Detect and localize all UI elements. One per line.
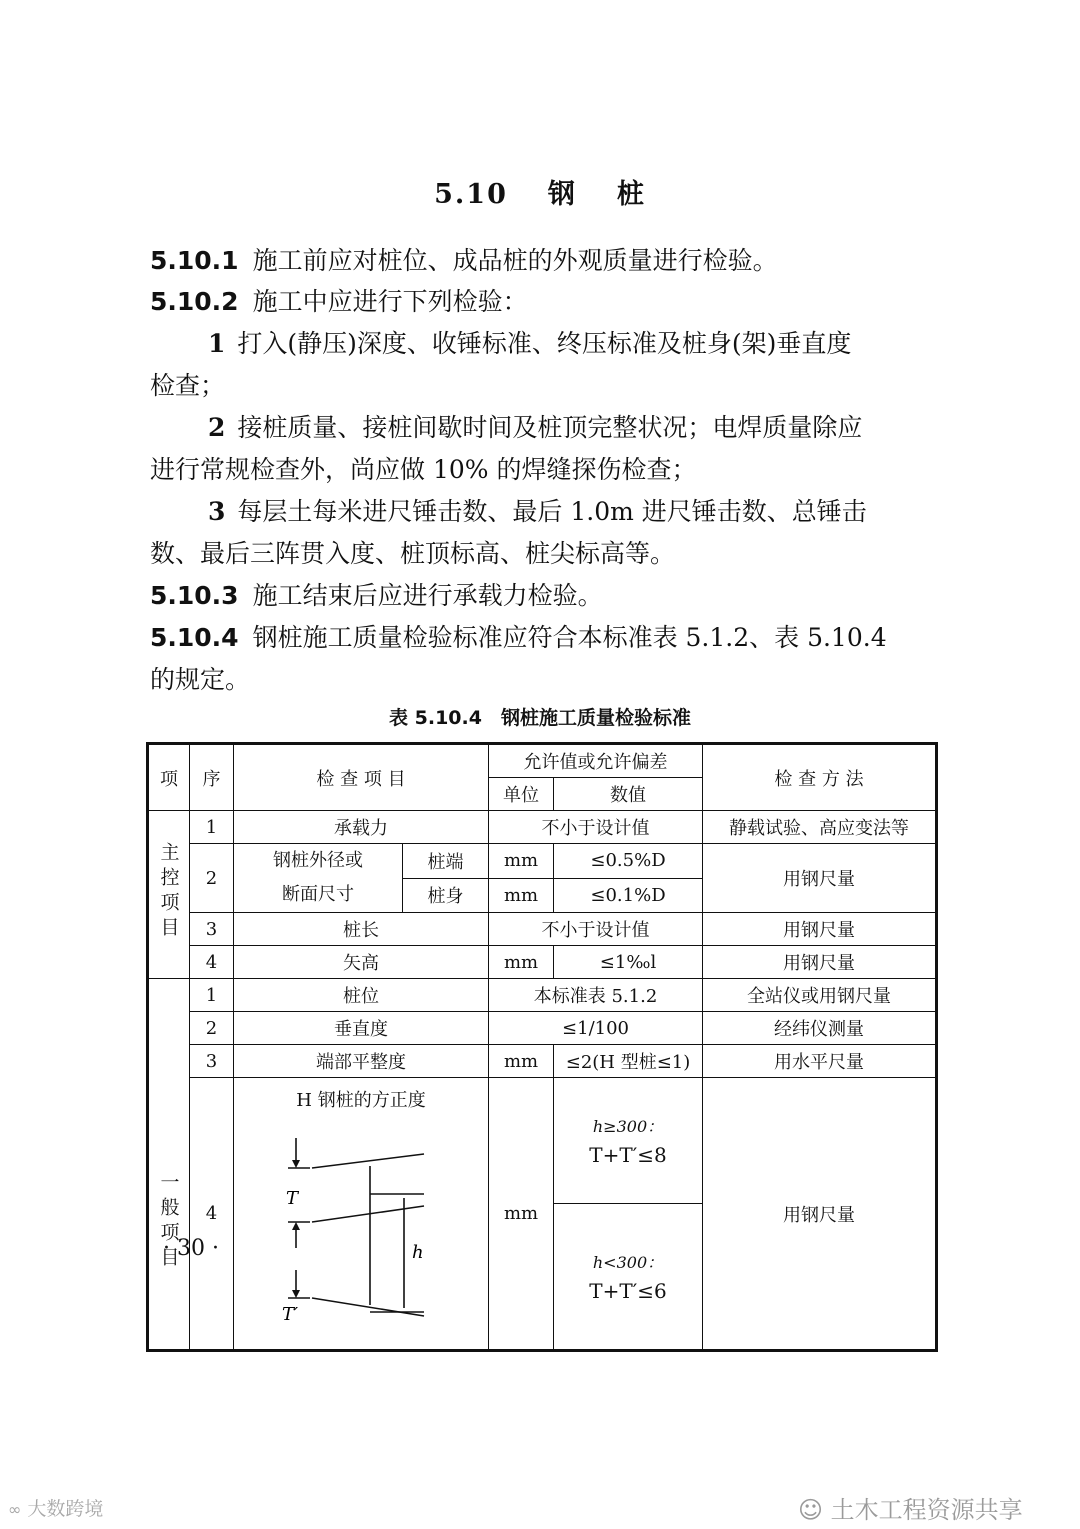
section-title-b: 桩 bbox=[616, 179, 646, 210]
clause-text: 施工结束后应进行承载力检验。 bbox=[252, 581, 603, 610]
table-row: 4 矢高 mm ≤1‰l 用钢尺量 bbox=[148, 946, 937, 979]
item-continuation: 进行常规检查外，尚应做 10% 的焊缝探伤检查； bbox=[150, 455, 697, 484]
table-row: h<300： T+T′≤6 bbox=[148, 1204, 937, 1351]
list-item-1 bbox=[150, 323, 940, 407]
table-row: 一般项目 1 桩位 本标准表 5.1.2 全站仪或用钢尺量 bbox=[148, 979, 937, 1012]
header-seq: 序 bbox=[190, 744, 234, 811]
item-number: 1 bbox=[208, 329, 226, 358]
watermark-right: ☺ 土木工程资源共享 bbox=[798, 1496, 1023, 1524]
category-main: 主控项目 bbox=[148, 811, 190, 979]
label-t: T bbox=[286, 1188, 299, 1209]
table-row: 4 H 钢桩的方正度 T T′ h mm h≥300： T+T′≤8 用钢尺量 bbox=[148, 1078, 937, 1204]
clause-5-10-4 bbox=[150, 617, 940, 701]
wechat-icon: ☺ bbox=[798, 1496, 824, 1524]
clause-number: 5.10.4 bbox=[150, 623, 239, 652]
item-text: 接桩质量、接桩间歇时间及桩顶完整状况；电焊质量除应 bbox=[237, 413, 863, 442]
clause-text: 施工中应进行下列检验： bbox=[252, 287, 528, 316]
table-row: 2 钢桩外径或 断面尺寸 桩端 mm ≤0.5%D 用钢尺量 bbox=[148, 844, 937, 879]
table-row: 2 垂直度 ≤1/100 经纬仪测量 bbox=[148, 1012, 937, 1045]
header-unit: 单位 bbox=[489, 778, 554, 811]
clause-5-10-3 bbox=[150, 575, 940, 617]
squareness-item-label: H 钢桩的方正度 bbox=[296, 1090, 426, 1111]
h-pile-diagram bbox=[274, 1120, 474, 1320]
item-continuation: 检查； bbox=[150, 371, 226, 400]
label-h: h bbox=[412, 1242, 424, 1263]
section-title bbox=[0, 172, 1080, 211]
item-number: 2 bbox=[208, 413, 226, 442]
label-t-prime: T′ bbox=[282, 1304, 299, 1320]
table-row: 3 端部平整度 mm ≤2(H 型桩≤1) 用水平尺量 bbox=[148, 1045, 937, 1078]
clause-5-10-1 bbox=[150, 240, 940, 282]
clause-number: 5.10.3 bbox=[150, 581, 239, 610]
header-category: 项 bbox=[148, 744, 190, 811]
clause-number: 5.10.1 bbox=[150, 246, 239, 275]
category-general: 一般项目 bbox=[148, 979, 190, 1351]
table-caption: 表 5.10.4 钢桩施工质量检验标准 bbox=[389, 707, 691, 729]
header-value: 数值 bbox=[554, 778, 703, 811]
squareness-figure-cell bbox=[234, 1078, 489, 1351]
item-text: 每层土每米进尺锤击数、最后 1.0m 进尺锤击数、总锤击 bbox=[237, 497, 867, 526]
watermark-left: ∞ 大数跨境 bbox=[8, 1498, 104, 1520]
header-method: 检 查 方 法 bbox=[703, 744, 937, 811]
item-text: 打入(静压)深度、收锤标准、终压标准及桩身(架)垂直度 bbox=[237, 329, 852, 358]
clause-text: 钢桩施工质量检验标准应符合本标准表 5.1.2、表 5.10.4 bbox=[252, 623, 887, 652]
link-icon: ∞ bbox=[8, 1500, 22, 1519]
item-continuation: 数、最后三阵贯入度、桩顶标高、桩尖标高等。 bbox=[150, 539, 676, 568]
header-allow: 允许值或允许偏差 bbox=[489, 744, 703, 778]
list-item-2 bbox=[150, 407, 940, 491]
list-item-3 bbox=[150, 491, 940, 575]
clause-continuation: 的规定。 bbox=[150, 665, 251, 694]
clause-number: 5.10.2 bbox=[150, 287, 239, 316]
clause-5-10-2 bbox=[150, 281, 940, 323]
page-number: · 30 · bbox=[163, 1236, 219, 1261]
section-title-a: 钢 bbox=[547, 179, 577, 210]
table-row: 桩身 mm ≤0.1%D bbox=[148, 878, 937, 913]
header-item: 检 查 项 目 bbox=[234, 744, 489, 811]
clause-text: 施工前应对桩位、成品桩的外观质量进行检验。 bbox=[252, 246, 778, 275]
section-number: 5.10 bbox=[434, 179, 508, 210]
item-number: 3 bbox=[208, 497, 226, 526]
quality-standard-table bbox=[146, 742, 938, 1352]
table-row: 主控项目 1 承载力 不小于设计值 静载试验、高应变法等 bbox=[148, 811, 937, 844]
table-row: 3 桩长 不小于设计值 用钢尺量 bbox=[148, 913, 937, 946]
